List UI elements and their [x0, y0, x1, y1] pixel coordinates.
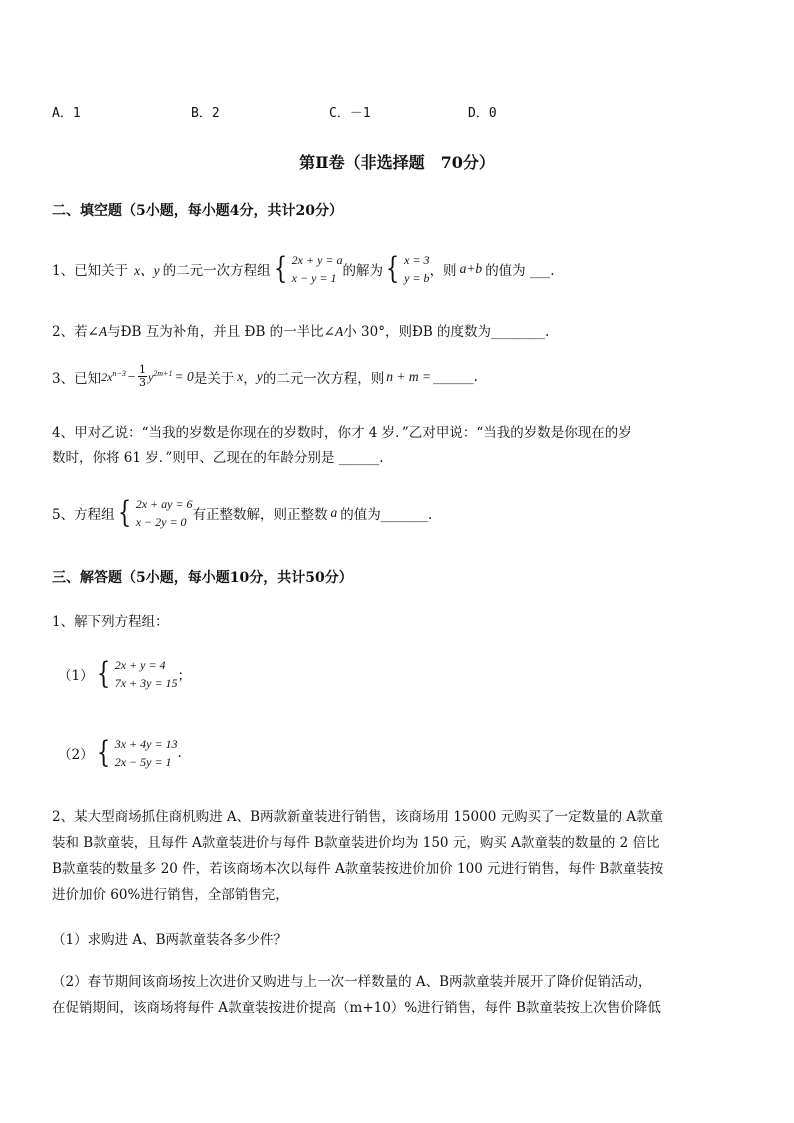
- q2-text-a: 2、若∠: [52, 324, 99, 340]
- q3-fraction: [138, 364, 147, 389]
- q3-prefix: 3、已知: [52, 370, 102, 387]
- q1-prefix: 1、已知关于: [52, 263, 129, 279]
- q3-blank: ______.: [433, 368, 478, 385]
- option-d: D．0: [468, 106, 497, 121]
- q1p2-end: .: [177, 745, 182, 761]
- solve-q2-line2: 装和 B款童装，且每件 A款童装进价与每件 B款童装进价均为 150 元，购买 A款童装的数量的 2 倍比: [52, 835, 660, 851]
- q1-mid: 的二元一次方程组: [162, 263, 271, 279]
- q1p1-label: （1）: [58, 668, 94, 684]
- q2-text-b: 与ÐB 互为补角，并且 ÐB 的一半比∠: [107, 324, 335, 340]
- q1-suffix-a: ，则: [429, 263, 457, 279]
- q1-eq2: x − y = 1: [291, 271, 337, 285]
- solve-q2-sub2-line2: 在促销期间，该商场将每件 A款童装按进价提高（m+10）%进行销售，每件 B款童装按上次售价降低: [52, 1000, 661, 1016]
- solve-q2-sub2-line1: （2）春节期间该商场按上次进价又购进与上一次一样数量的 A、B两款童装并展开了降价促销活动，: [52, 974, 652, 990]
- q5-eq2: x − 2y = 0: [135, 515, 187, 529]
- solve-q2-line1: 2、某大型商场抓住商机购进 A、B两款新童装进行销售，该商场用 15000 元购买了一定数量的 A款童: [52, 809, 664, 825]
- q1-solution: { x = 3 y = b: [385, 251, 430, 286]
- q2-angle-a: A: [98, 324, 108, 339]
- q2-angle-a2: A: [334, 324, 344, 339]
- fill-q1: [52, 251, 555, 287]
- q1-mid2: 的解为: [342, 263, 384, 279]
- q3-frac-num: 1: [138, 363, 146, 376]
- q3-y: y: [256, 368, 263, 384]
- solve-q2-line3: B款童装的数量多 20 件，若该商场本次以每件 A款童装按进价加价 100 元进行销售，每件 B款童装按: [52, 861, 664, 877]
- q3-eq0: = 0: [174, 368, 194, 384]
- solve-q2-sub1: （1）求购进 A、B两款童装各多少件？: [52, 932, 288, 948]
- q3-minus: −: [126, 368, 136, 384]
- fill-q3: [52, 364, 478, 389]
- q5-a: a: [330, 505, 338, 520]
- q1-vars: x、y: [134, 263, 160, 278]
- q1p1-system: { 2x + y = 4 7x + 3y = 15: [96, 656, 178, 691]
- q1-expr: a+b: [459, 261, 483, 276]
- q1-sol2: y = b: [404, 271, 430, 285]
- q1p2-eq1: 3x + 4y = 13: [114, 737, 178, 751]
- q1p2-eq2: 2x − 5y = 1: [114, 755, 172, 769]
- q5-prefix: 5、方程组: [52, 507, 115, 523]
- q5-eq1: 2x + ay = 6: [135, 497, 193, 511]
- option-a: A．1: [52, 106, 81, 121]
- q3-x: x: [237, 368, 244, 384]
- part2-title: 第Ⅱ卷（非选择题 70分）: [299, 153, 495, 172]
- q1p1-end: ；: [177, 668, 192, 684]
- solve-q2-line4: 进价加价 60%进行销售，全部销售完，: [52, 887, 289, 903]
- solve-q1-intro: 1、解下列方程组：: [52, 614, 169, 630]
- q3-expr: n + m =: [386, 368, 432, 384]
- fill-q5: [52, 495, 432, 531]
- q5-mid: 有正整数解，则正整数: [192, 507, 328, 523]
- q1-eq1: 2x + y = a: [291, 253, 343, 267]
- solve-q1-part1: [58, 656, 191, 692]
- fill-q4-line1: 4、甲对乙说：“当我的岁数是你现在的岁数时，你才 4 岁．”乙对甲说：“当我的岁数是你现在的岁: [52, 425, 632, 441]
- q3-mid: 是关于: [193, 370, 235, 387]
- fill-q4-line2: 数时，你将 61 岁．”则甲、乙现在的年龄分别是 ______.: [52, 450, 384, 466]
- fill-q2: [52, 320, 549, 340]
- q3-comma: ，: [243, 370, 257, 387]
- q3-frac-den: 3: [138, 376, 146, 389]
- q5-system: { 2x + ay = 6 x − 2y = 0: [117, 495, 193, 530]
- q1-system: { 2x + y = a x − y = 1: [273, 251, 343, 286]
- q1p2-label: （2）: [58, 747, 94, 763]
- solve-q1-part2: [58, 735, 182, 771]
- q3-mid2: 的二元一次方程，则: [262, 370, 385, 387]
- q1p1-eq2: 7x + 3y = 15: [114, 676, 178, 690]
- q1-sol1: x = 3: [404, 253, 430, 267]
- q1p1-eq1: 2x + y = 4: [114, 658, 166, 672]
- q3-term2: $y^{2m+1}$: [147, 368, 173, 384]
- q1p2-system: { 3x + 4y = 13 2x − 5y = 1: [96, 735, 178, 770]
- option-b: B．2: [191, 106, 220, 121]
- option-c: C．－1: [329, 106, 371, 121]
- q5-suffix: 的值为_______.: [340, 507, 433, 523]
- section3-title: 三、解答题（5小题，每小题10分，共计50分）: [52, 570, 353, 586]
- q3-term1: $2x^{n-3}$: [101, 368, 126, 384]
- q1-suffix-b: 的值为 ___.: [485, 263, 555, 279]
- q2-text-c: 小 30°，则ÐB 的度数为________.: [343, 324, 550, 340]
- section2-title: 二、填空题（5小题，每小题4分，共计20分）: [52, 203, 343, 219]
